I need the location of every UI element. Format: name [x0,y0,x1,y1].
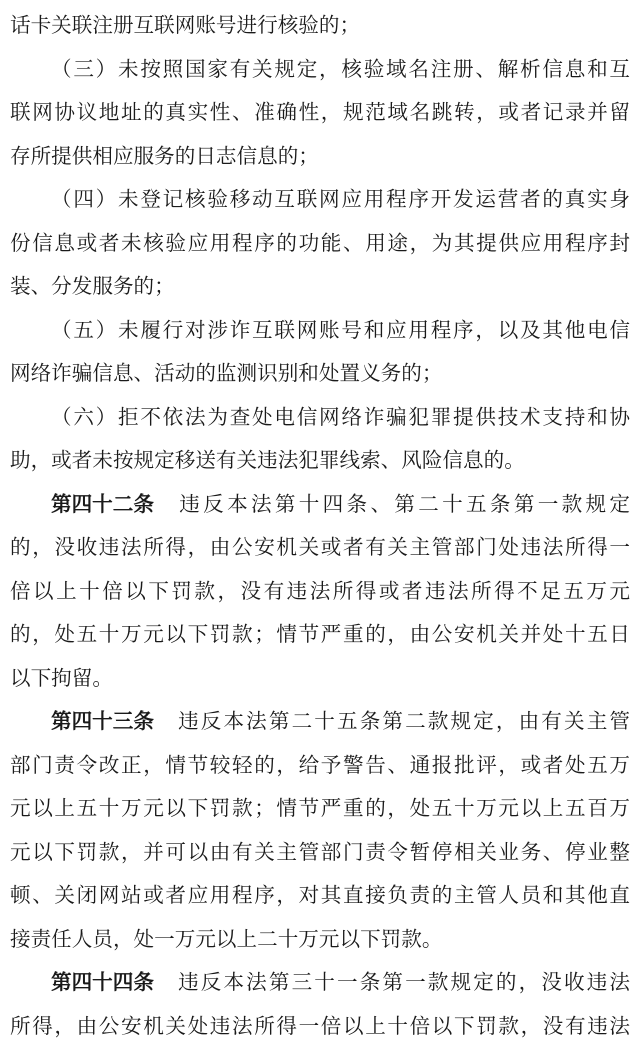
text-line: （五）未履行对涉诈互联网账号和应用程序，以及其他电信 [10,309,630,353]
text-line: 顿、关闭网站或者应用程序，对其直接负责的主管人员和其他直 [10,874,630,918]
text-line [10,700,630,744]
article-44 [10,961,630,1048]
text-line: 以下拘留。 [10,657,630,701]
text-line: （四）未登记核验移动互联网应用程序开发运营者的真实身 [10,178,630,222]
text-line: 倍以上十倍以下罚款，没有违法所得或者违法所得不足五万元 [10,570,630,614]
article-42 [10,483,630,701]
article-text: 违反本法第十四条、第二十五条第一款规定 [176,492,630,516]
paragraph-item-3 [10,48,630,179]
paragraph-continuation [10,4,630,48]
article-43 [10,700,630,961]
text-line: 元以下罚款，并可以由有关主管部门责令暂停相关业务、停业整 [10,831,630,875]
paragraph-item-6 [10,396,630,483]
text-line: 助，或者未按规定移送有关违法犯罪线索、风险信息的。 [10,439,630,483]
text-line: 联网协议地址的真实性、准确性，规范域名跳转，或者记录并留 [10,91,630,135]
text-line: （三）未按照国家有关规定，核验域名注册、解析信息和互 [10,48,630,92]
text-line [10,483,630,527]
text-line: 的，处五十万元以下罚款；情节严重的，由公安机关并处十五日 [10,613,630,657]
text-line: 网络诈骗信息、活动的监测识别和处置义务的； [10,352,630,396]
article-text: 违反本法第三十一条第一款规定的，没收违法 [176,970,630,994]
text-line: 接责任人员，处一万元以上二十万元以下罚款。 [10,918,630,962]
text-line: 存所提供相应服务的日志信息的； [10,135,630,179]
article-text: 违反本法第二十五条第二款规定，由有关主管 [176,709,630,733]
text-line: 部门责令改正，情节较轻的，给予警告、通报批评，或者处五万 [10,744,630,788]
text-line [10,961,630,1005]
text-line: 份信息或者未核验应用程序的功能、用途，为其提供应用程序封 [10,222,630,266]
paragraph-item-4 [10,178,630,309]
paragraph-item-5 [10,309,630,396]
text-line: （六）拒不依法为查处电信网络诈骗犯罪提供技术支持和协 [10,396,630,440]
text-line: 话卡关联注册互联网账号进行核验的； [10,4,630,48]
text-line: 元以上五十万元以下罚款；情节严重的，处五十万元以上五百万 [10,787,630,831]
article-label: 第四十二条 [51,483,154,527]
article-label: 第四十四条 [51,961,154,1005]
text-line: 的，没收违法所得，由公安机关或者有关主管部门处违法所得一 [10,526,630,570]
article-label: 第四十三条 [51,700,154,744]
text-line: 所得，由公安机关处违法所得一倍以上十倍以下罚款，没有违法 [10,1005,630,1048]
text-line: 装、分发服务的； [10,265,630,309]
